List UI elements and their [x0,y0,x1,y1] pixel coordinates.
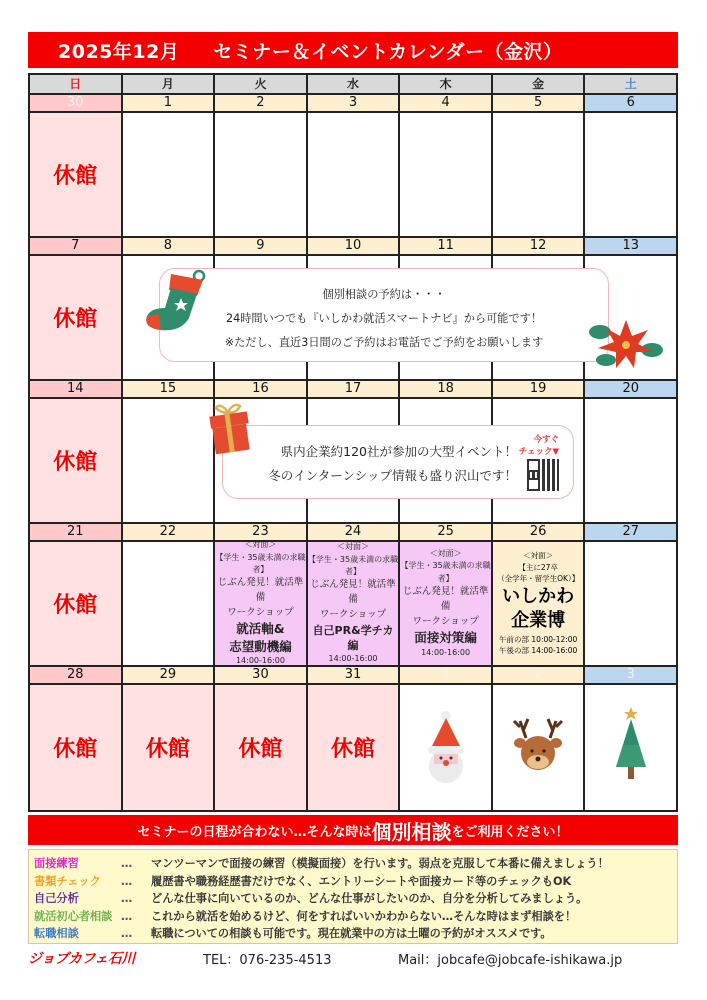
event-target: （全学年・留学生OK）】 [497,574,580,584]
notice-line: 冬のインターンシップ情報も盛り沢山です！ [268,468,517,483]
event-time-am: 午前の部 10:00-12:00 [499,634,578,644]
date-cell: 13 [585,238,676,254]
date-cell: 28 [30,667,123,683]
event-workshop-23[interactable] [215,542,308,665]
banner-emphasis: 個別相談 [371,819,452,844]
footer [28,948,678,968]
day-cell [123,113,216,236]
event-target: 【学生・35歳未満の求職者】 [400,561,491,583]
closed-label: 休館 [53,450,98,475]
event-title: 自己PR&学チカ編 [312,623,394,652]
date-cell: 31 [308,667,401,683]
date-cell: 21 [30,524,123,540]
banner-text: をご利用ください！ [451,824,569,840]
day-cell-closed [215,685,308,810]
legend-key: 転職相談 [34,927,79,940]
event-type: ワークショップ [412,615,479,627]
date-cell: 3 [308,95,401,111]
date-cell: 18 [400,381,493,397]
weekday-tue: 火 [215,75,308,93]
service-legend [28,849,678,944]
qr-label: 今すぐ [533,435,559,445]
event-job-fair-26[interactable] [493,542,586,665]
day-cell-closed [30,113,123,236]
legend-sep: … [121,909,133,923]
day-cell-closed [30,256,123,379]
legend-desc: マンツーマンで面接の練習（模擬面接）を行います。弱点を克服して本番に備えましょう！ [151,857,609,870]
legend-desc: これから就活を始めるけど、何をすればいいかわからない…そんな時はまず相談を！ [151,909,577,923]
day-cell-closed [30,542,123,665]
event-mode: ＜対面＞ [244,540,277,550]
date-cell: 30 [30,95,123,111]
day-cell [123,542,216,665]
day-cell [585,113,676,236]
weekday-mon: 月 [123,75,216,93]
legend-row [34,925,677,943]
event-series: じぶん発見！就活準備 [310,579,396,606]
day-cell-closed [30,399,123,522]
weekday-header [30,75,676,95]
date-cell: 19 [493,381,586,397]
closed-label: 休館 [53,737,98,762]
legend-key: 自己分析 [34,892,79,905]
month-label: 2025年12月 [58,40,180,63]
legend-key: 書類チェック [34,874,101,888]
event-series: じぶん発見！就活準備 [217,577,304,604]
day-cell [585,685,676,810]
closed-label: 休館 [53,307,98,332]
qr-label: チェック▼ [518,447,559,457]
closed-label: 休館 [53,593,98,618]
day-cell [585,399,676,522]
legend-sep: … [121,892,133,905]
event-mode: ＜対面＞ [337,542,370,552]
day-cell [308,113,401,236]
week-1 [30,95,676,238]
notice-line: 県内企業約120社が参加の大型イベント！ [280,444,517,459]
date-cell: 29 [123,667,216,683]
weekday-sat: 土 [624,77,637,91]
legend-key: 就活初心者相談 [34,909,113,923]
week-4 [30,524,676,667]
week-5 [30,667,676,810]
day-cell-closed [123,685,216,810]
day-cell [493,685,586,810]
weekday-fri: 金 [493,75,586,93]
jobcafe-logo: ジョブカフェ石川 [28,951,135,967]
legend-sep: … [121,857,133,870]
date-cell: 4 [400,95,493,111]
date-cell: 30 [215,667,308,683]
event-type: ワークショップ [319,608,387,620]
event-time-pm: 午後の部 14:00-16:00 [499,646,578,656]
event-title: 面接対策編 [414,630,477,646]
event-target: 【主に27卒 [518,562,558,572]
event-title: いしかわ [502,586,575,608]
date-cell: 1 [400,667,493,683]
date-cell: 8 [123,238,216,254]
closed-label: 休館 [331,737,376,762]
legend-desc: 履歴書や職務経歴書だけでなく、エントリーシートや面接カード等のチェックもOK [151,874,572,888]
date-cell: 22 [123,524,216,540]
legend-desc: どんな仕事に向いているのか、どんな仕事がしたいのか、自分を分析してみましょう。 [151,892,588,905]
legend-sep: … [121,927,133,940]
event-target: 【学生・35歳未満の求職者】 [307,554,399,577]
consultation-notice [159,268,609,362]
day-cell [400,685,493,810]
day-cell [493,113,586,236]
event-mode: ＜対面＞ [523,551,554,561]
date-cell: 5 [493,95,586,111]
date-cell: 23 [215,524,308,540]
legend-row [34,873,677,891]
day-cell [123,399,216,522]
banner-text: セミナーの日程が合わない…そんな時は [137,824,372,840]
weekday-thu: 木 [400,75,493,93]
gift-box-icon [206,402,254,454]
christmas-tree-icon [611,705,651,790]
date-cell: 14 [30,381,123,397]
date-cell: 25 [400,524,493,540]
date-cell: 7 [30,238,123,254]
notice-line: ※ただし、直近3日間のご予約はお電話でご予約をお願いします [224,336,544,349]
event-time: 14:00-16:00 [328,654,378,664]
event-time: 14:00-16:00 [421,647,471,657]
date-cell: 3 [585,667,676,683]
closed-label: 休館 [145,737,190,762]
date-cell: 17 [308,381,401,397]
date-cell: 6 [585,95,676,111]
date-cell: 12 [493,238,586,254]
day-cell-closed [30,685,123,810]
event-workshop-24[interactable] [308,542,401,665]
consultation-banner [28,815,678,845]
day-cell [400,113,493,236]
event-title: 企業博 [511,610,566,632]
date-cell: 26 [493,524,586,540]
legend-row [34,890,677,908]
notice-line: 個別相談の予約は・・・ [322,288,446,301]
legend-row [34,855,677,873]
day-cell [215,113,308,236]
weekday-sun: 日 [30,75,123,93]
legend-row [34,908,677,926]
legend-desc: 転職についての相談も可能です。現在就業中の方は土曜の予約がオススメです。 [151,927,552,940]
event-mode: ＜対面＞ [429,548,462,558]
event-workshop-25[interactable] [400,542,493,665]
event-time: 14:00-16:00 [235,656,285,666]
date-cell: 2 [215,95,308,111]
qr-code[interactable] [527,459,559,491]
closed-label: 休館 [238,737,283,762]
date-cell: 27 [585,524,676,540]
closed-label: 休館 [53,164,98,189]
date-cell: 9 [215,238,308,254]
date-cell: 10 [308,238,401,254]
stocking-icon [131,268,209,333]
event-series: じぶん発見！就活準備 [402,586,489,612]
weekday-wed: 水 [308,75,401,93]
date-cell: 20 [585,381,676,397]
poinsettia-icon [588,318,664,370]
event-title: 就活軸& [236,621,285,637]
day-cell-closed [308,685,401,810]
date-cell: 2 [493,667,586,683]
reindeer-icon [508,713,568,783]
legend-key: 面接練習 [34,857,79,870]
phone-number[interactable]: TEL：076-235-4513 [203,952,332,968]
date-cell: 1 [123,95,216,111]
event-title: 志望動機編 [229,638,292,654]
date-cell: 24 [308,524,401,540]
calendar-title [28,32,678,68]
date-cell: 16 [215,381,308,397]
event-target: 【学生・35歳未満の求職者】 [215,552,306,574]
santa-icon [421,708,471,788]
event-notice [222,425,574,499]
date-cell: 15 [123,381,216,397]
event-type: ワークショップ [227,606,294,618]
date-cell: 11 [400,238,493,254]
title-label: セミナー＆イベントカレンダー（金沢） [213,40,563,63]
email-address[interactable]: Mail：jobcafe@jobcafe-ishikawa.jp [398,952,623,968]
legend-sep: … [121,874,133,888]
day-cell [585,542,676,665]
notice-line: 24時間いつでも『いしかわ就活スマートナビ』から可能です！ [225,312,543,325]
